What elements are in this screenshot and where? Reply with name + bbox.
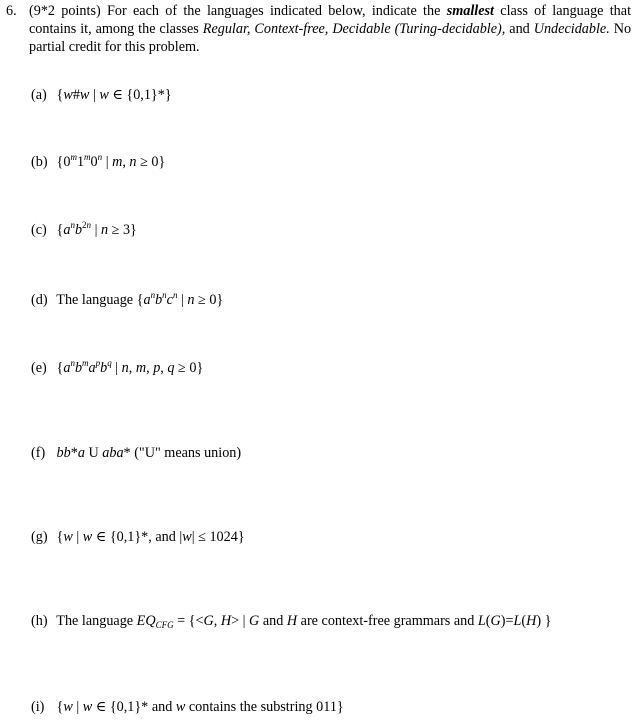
item-label: (a) (31, 87, 47, 103)
item-f (31, 444, 241, 462)
item-d (31, 291, 223, 309)
item-g (31, 528, 245, 546)
item-prefix: The language (56, 292, 134, 308)
item-h (31, 612, 551, 630)
item-i (31, 698, 344, 716)
question-6 (6, 2, 631, 56)
item-label: (h) (31, 613, 48, 629)
language-f: bb*a U aba* (56, 445, 131, 461)
language-h: $EQ_{CFG} = \{<G$, H> | G and H are context-free grammars and L(G)=L(H) } (136, 613, 552, 630)
language-i: {w | w ∈ {0,1}* and w contains the substring 011} (56, 699, 344, 715)
language-b: {0$^m$1$^m$0$^n$ | m, n ≥ 0} (56, 152, 166, 170)
language-d: {$a^nb^nc^n$ | n ≥ 0} (136, 290, 224, 308)
language-a: {w#w | w ∈ {0,1}*} (56, 87, 172, 103)
item-label: (b) (31, 154, 48, 170)
item-e (31, 359, 203, 377)
item-note: ("U" means union) (134, 445, 242, 461)
item-prefix: The language (56, 613, 134, 629)
item-label: (i) (31, 699, 45, 715)
question-intro: (9*2 points) For each of the languages indicated below, indicate the smallest class of language that contains it, among the classes Regular, Context-free, Decidable (Turing-decidable), and Undecidable. No partial credit for this problem. (29, 3, 632, 55)
item-label: (d) (31, 292, 48, 308)
language-g: {w | w ∈ {0,1}*, and |w| ≤ 1024} (56, 529, 245, 545)
item-label: (c) (31, 222, 47, 238)
question-number: 6. (6, 3, 17, 19)
item-b (31, 153, 165, 171)
language-c: {$a^nb^{2n}$ | n ≥ 3} (56, 220, 137, 238)
item-a (31, 86, 172, 104)
item-label: (e) (31, 360, 47, 376)
item-label: (f) (31, 445, 46, 461)
language-e: {$a^nb^ma^pb^q$ | n, m, p, q ≥ 0} (56, 358, 204, 376)
item-c (31, 221, 137, 239)
item-label: (g) (31, 529, 48, 545)
